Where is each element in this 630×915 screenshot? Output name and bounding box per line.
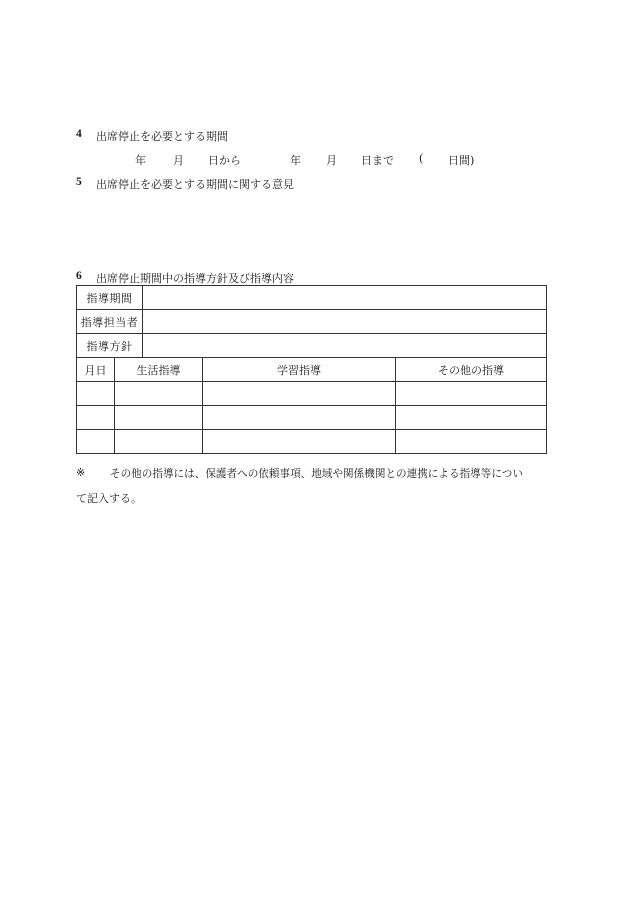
section-4-title: 出席停止を必要とする期間 [96, 130, 228, 143]
note-line-1: その他の指導には、保護者への依頼事項、地域や関係機関との連携による指導等につい [110, 468, 523, 480]
cell-date[interactable] [77, 406, 115, 430]
section-4-number: 4 [76, 128, 82, 140]
guidance-period-row [77, 286, 547, 310]
period-month-1: 月 [173, 154, 184, 167]
table-row [77, 406, 547, 430]
column-header-other-guidance: その他の指導 [396, 358, 547, 382]
guidance-policy-label: 指導方針 [77, 334, 143, 358]
column-header-life-guidance: 生活指導 [115, 358, 203, 382]
section-6-title: 出席停止期間中の指導方針及び指導内容 [96, 272, 294, 285]
cell-other-guidance[interactable] [396, 430, 547, 454]
note-mark: ※ [76, 466, 86, 479]
period-month-2: 月 [326, 154, 337, 167]
table-row [77, 382, 547, 406]
cell-other-guidance[interactable] [396, 382, 547, 406]
cell-date[interactable] [77, 430, 115, 454]
period-day-from: 日から [208, 154, 241, 167]
cell-study-guidance[interactable] [203, 430, 396, 454]
guidance-staff-field[interactable] [143, 310, 547, 334]
cell-other-guidance[interactable] [396, 406, 547, 430]
column-header-date: 月日 [77, 358, 115, 382]
cell-life-guidance[interactable] [115, 406, 203, 430]
guidance-staff-label: 指導担当者 [77, 310, 143, 334]
cell-study-guidance[interactable] [203, 406, 396, 430]
guidance-policy-row [77, 334, 547, 358]
cell-date[interactable] [77, 382, 115, 406]
period-day-to: 日まで [361, 154, 394, 167]
guidance-period-label: 指導期間 [77, 286, 143, 310]
period-year-2: 年 [290, 154, 301, 167]
guidance-policy-field[interactable] [143, 334, 547, 358]
period-paren-open: ( [419, 152, 424, 165]
note-line-2: て記入する。 [76, 492, 142, 505]
column-header-study-guidance: 学習指導 [203, 358, 396, 382]
section-5-title: 出席停止を必要とする期間に関する意見 [96, 178, 294, 191]
guidance-header-row [77, 358, 547, 382]
cell-life-guidance[interactable] [115, 430, 203, 454]
guidance-period-field[interactable] [143, 286, 547, 310]
period-days-total: 日間) [448, 154, 475, 167]
guidance-table [76, 285, 547, 454]
guidance-staff-row [77, 310, 547, 334]
section-5-number: 5 [76, 176, 82, 188]
section-6-number: 6 [76, 270, 82, 282]
period-year-1: 年 [135, 154, 146, 167]
cell-study-guidance[interactable] [203, 382, 396, 406]
cell-life-guidance[interactable] [115, 382, 203, 406]
table-row [77, 430, 547, 454]
